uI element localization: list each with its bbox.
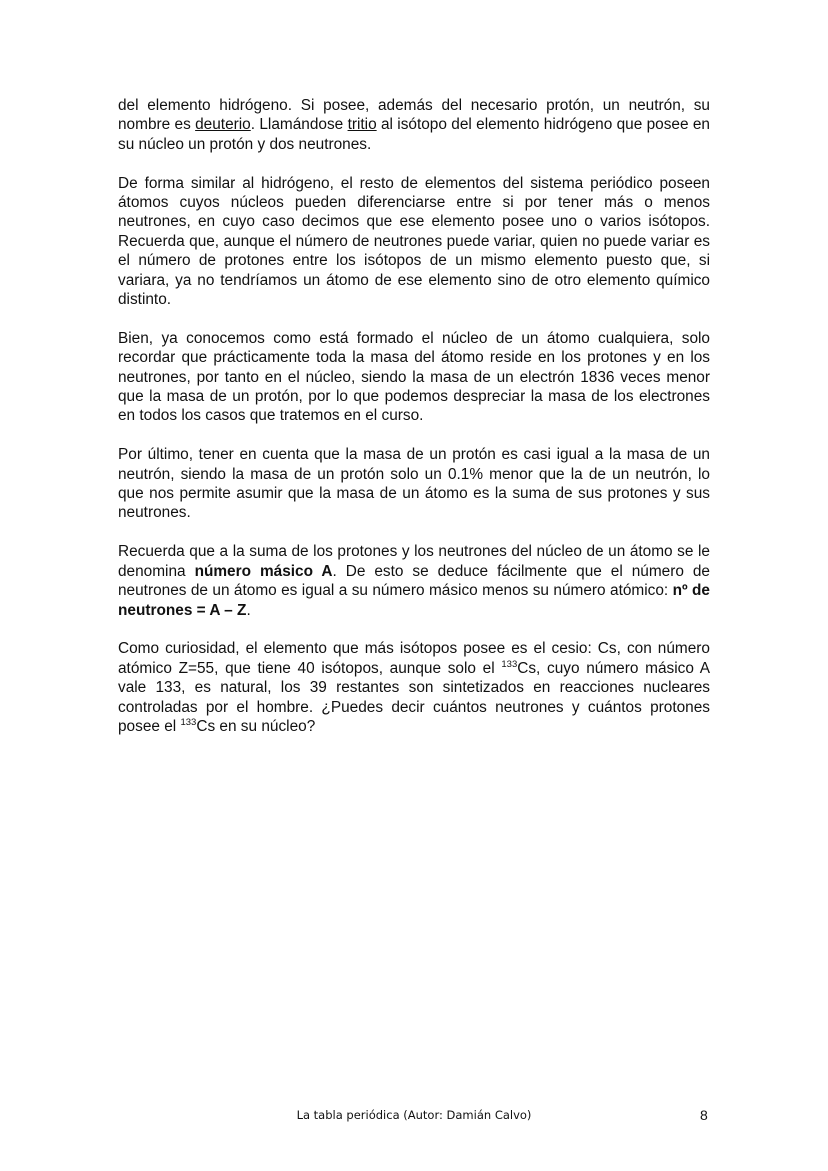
paragraph-isotopes-general: De forma similar al hidrógeno, el resto de elementos del sistema periódico poseen átomos cuyos núcleos pueden diferenciarse entre si por tener más o menos neutrones, en cuyo caso decimos que ese elemento posee uno o varios isótopos. Recuerda que, aunque el número de neutrones puede variar, quien no puede variar es el número de protones entre los isótopos de un mismo elemento puesto que, si variara, ya no tendríamos un átomo de ese elemento sino de otro elemento químico distinto.	[118, 174, 710, 309]
page-number: 8	[700, 1107, 708, 1123]
text: . De esto se deduce fácilmente que el número de neutrones de un átomo es igual a su número másico menos su número atómico:	[118, 562, 710, 600]
text: Como curiosidad, el elemento que más isótopos posee es el cesio: Cs, con número atómico Z=55, que tiene 40 isótopos, aunque solo el	[118, 640, 710, 677]
document-body	[118, 96, 710, 756]
text: . Llamándose	[250, 116, 348, 134]
paragraph-proton-neutron-mass: Por último, tener en cuenta que la masa de un protón es casi igual a la masa de un neutrón, siendo la masa de un protón solo un 0.1% menor que la de un neutrón, lo que nos permite asumir que la masa de un átomo es la suma de sus protones y sus neutrones.	[118, 446, 710, 522]
superscript-mass-number: 133	[180, 716, 197, 728]
superscript-mass-number: 133	[501, 658, 518, 670]
text: Cs, cuyo número másico A vale 133, es natural, los 39 restantes son sintetizados en reacciones nucleares controladas por el hombre. ¿Puedes decir cuántos neutrones y cuántos protones posee el	[118, 659, 710, 735]
paragraph-isotopes-hydrogen	[118, 96, 710, 154]
text: .	[246, 601, 251, 619]
term-numero-masico: número másico A	[194, 562, 333, 580]
term-deuterio: deuterio	[195, 116, 251, 134]
text: Cs en su núcleo?	[196, 717, 316, 735]
paragraph-mass-number	[118, 542, 710, 620]
formula-neutrons: nº de neutrones = A – Z	[118, 582, 710, 619]
footer-title: La tabla periódica (Autor: Damián Calvo)	[296, 1108, 532, 1122]
text: al isótopo del elemento hidrógeno que posee en su núcleo un protón y dos neutrones.	[118, 116, 710, 153]
paragraph-cesium-curiosity	[118, 639, 710, 736]
text: del elemento hidrógeno. Si posee, además del necesario protón, un neutrón, su nombre es	[118, 97, 710, 134]
paragraph-nucleus-mass: Bien, ya conocemos como está formado el núcleo de un átomo cualquiera, solo recordar que prácticamente toda la masa del átomo reside en los protones y en los neutrones, por tanto en el núcleo, siendo la masa de un electrón 1836 veces menor que la masa de un protón, por lo que podemos despreciar la masa de los electrones en todos los casos que tratemos en el curso.	[118, 329, 710, 425]
term-tritio: tritio	[347, 116, 377, 134]
text: Recuerda que a la suma de los protones y los neutrones del núcleo de un átomo se le denomina	[118, 543, 710, 580]
